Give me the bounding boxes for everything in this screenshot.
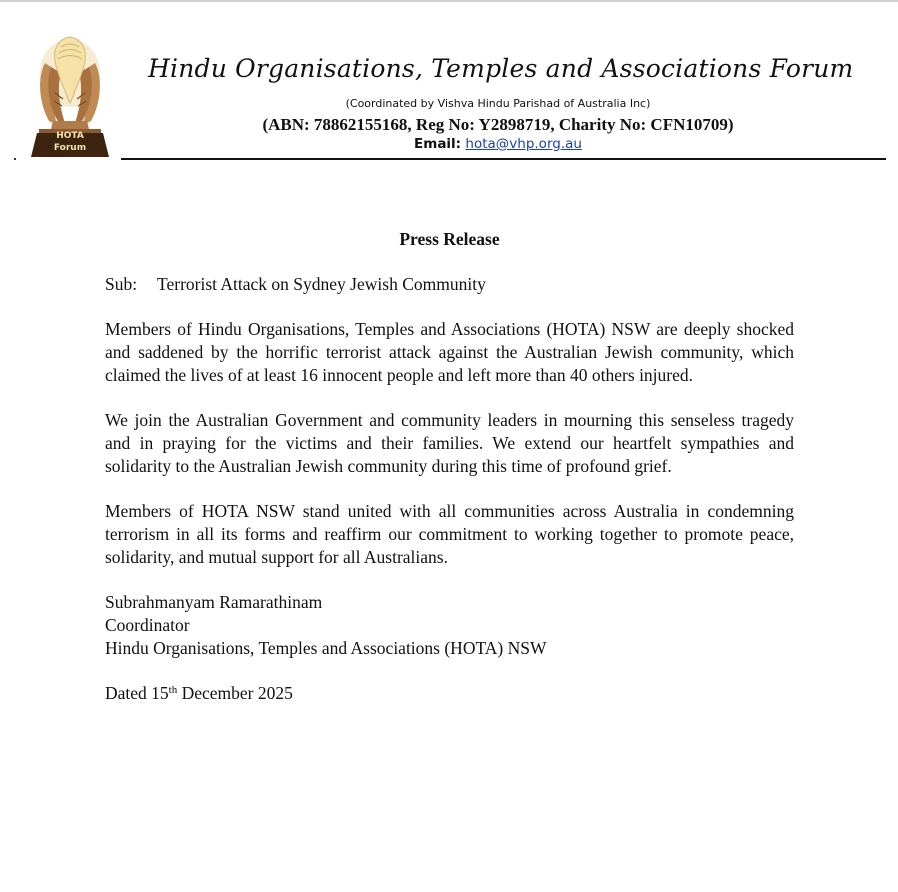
coordinated-by-line: (Coordinated by Vishva Hindu Parishad of Australia Inc): [345, 97, 651, 110]
logo-text-forum: Forum: [53, 143, 87, 153]
letterhead-divider: [121, 158, 886, 160]
signatory-organisation: Hindu Organisations, Temples and Associations (HOTA) NSW: [105, 638, 547, 658]
subject-label: Sub:: [105, 274, 138, 294]
date-prefix: Dated 15: [105, 683, 169, 703]
registration-details: (ABN: 78862155168, Reg No: Y2898719, Charity No: CFN10709): [262, 115, 734, 134]
paragraph-1: Members of Hindu Organisations, Temples and Associations (HOTA) NSW are deeply shocked and saddened by the horrific terrorist attack against the Australian Jewish community, which claimed the lives of at least 16 innocent people and left more than 40 others injured.: [105, 319, 794, 385]
paragraph-2: We join the Australian Government and community leaders in mourning this senseless tragedy and in praying for the victims and their families. We extend our heartfelt sympathies and solidarity to the Australian Jewish community during this time of profound grief.: [105, 410, 794, 476]
stray-mark: [14, 158, 16, 160]
logo-text-hota: HOTA: [56, 131, 84, 141]
subject-text: Terrorist Attack on Sydney Jewish Community: [157, 274, 486, 294]
date-ordinal: th: [168, 684, 178, 696]
organisation-title: Hindu Organisations, Temples and Associations Forum: [148, 54, 854, 83]
press-release-body: [105, 225, 794, 705]
signatory-name: Subrahmanyam Ramarathinam: [105, 592, 323, 612]
subject-line: [105, 273, 794, 296]
email-line: [0, 136, 898, 152]
top-border: [0, 0, 898, 2]
press-release-heading: Press Release: [399, 229, 500, 249]
email-label: Email:: [414, 136, 462, 152]
signatory-role: Coordinator: [105, 615, 190, 635]
date-suffix: December 2025: [177, 683, 293, 703]
paragraph-3: Members of HOTA NSW stand united with all communities across Australia in condemning terrorism in all its forms and reaffirm our commitment to working together to promote peace, solidarity, and mutual support for all Australians.: [105, 501, 794, 567]
date-line: [105, 682, 794, 705]
email-link[interactable]: hota@vhp.org.au: [465, 136, 582, 152]
signature-block: [105, 591, 794, 660]
